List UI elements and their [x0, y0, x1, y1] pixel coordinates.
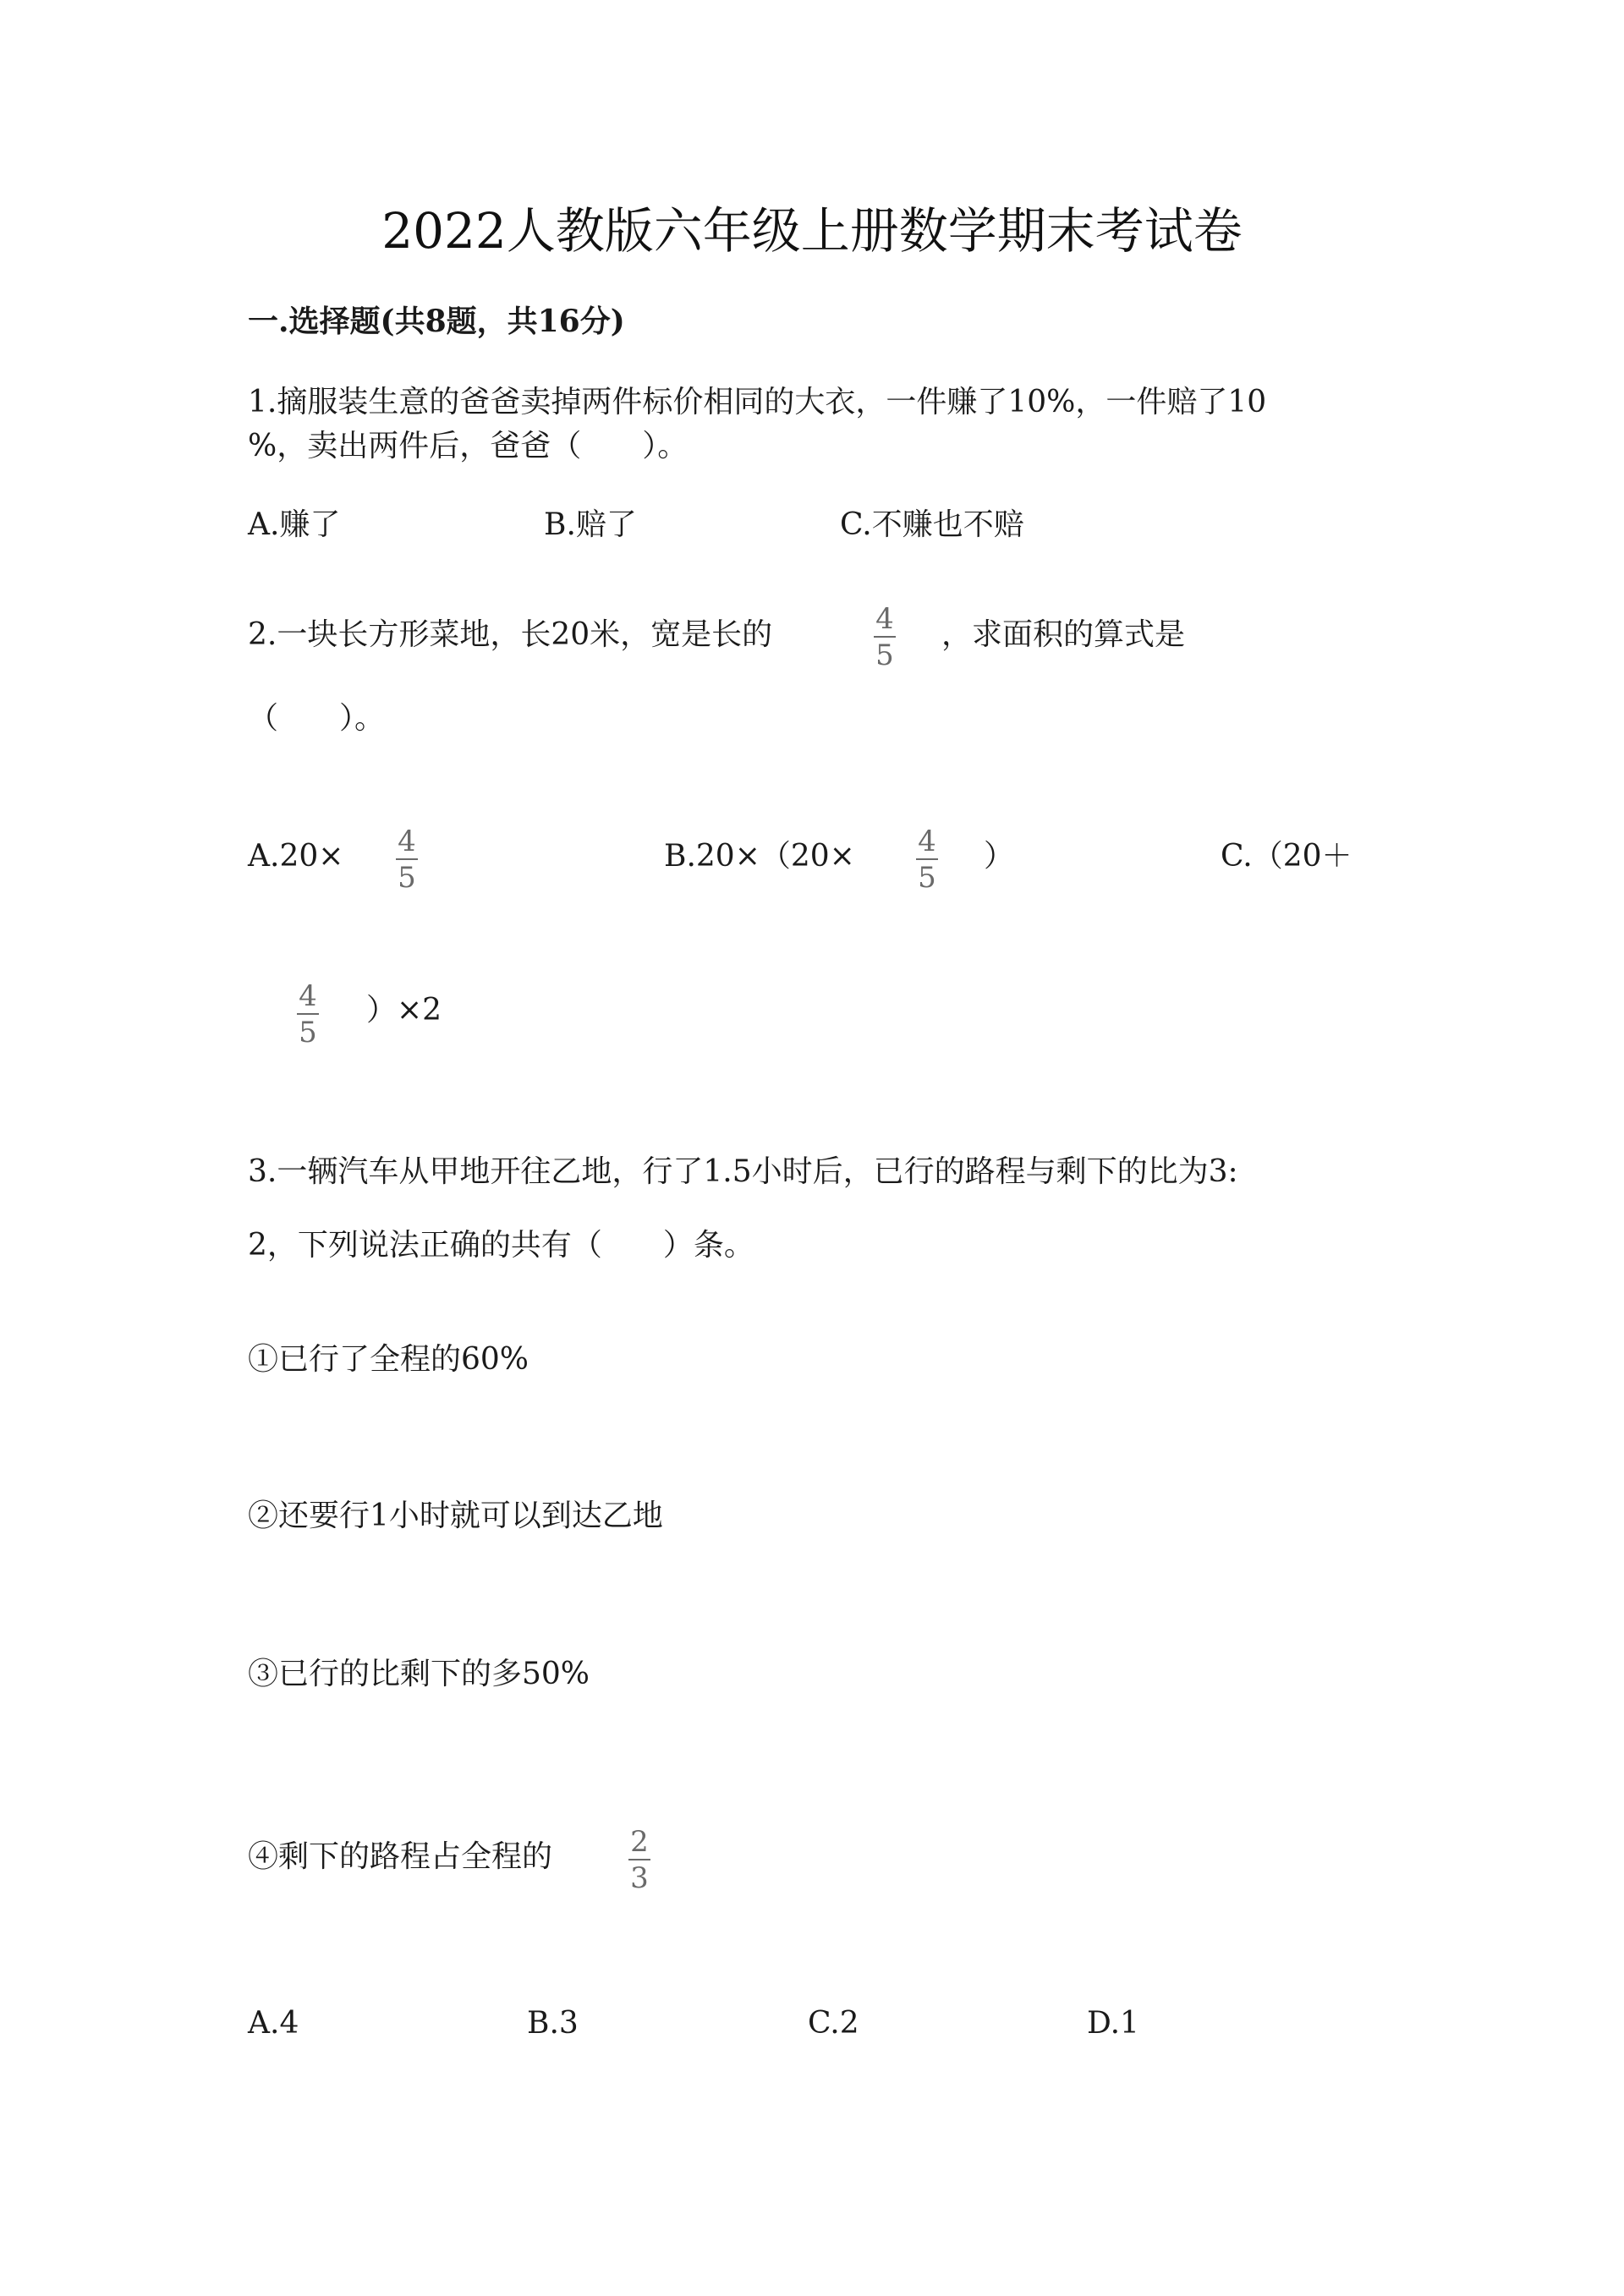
fraction-numerator: 4 — [918, 825, 936, 858]
fraction-bar — [297, 1013, 319, 1015]
question-1-option-c: C.不赚也不赔 — [840, 507, 1024, 542]
question-2-line-1-end: ，求面积的算式是 — [941, 617, 1186, 652]
fraction-numerator: 4 — [875, 602, 894, 636]
question-3-statement-2: ②还要行1小时就可以到达乙地 — [248, 1499, 663, 1533]
question-2-line-2: （ ）。 — [248, 701, 386, 736]
fraction-numerator: 4 — [299, 979, 317, 1013]
question-1-option-b: B.赔了 — [544, 507, 637, 542]
section-heading-choice: 一.选择题(共8题，共16分) — [248, 304, 625, 339]
question-1-line-1: 1.摘服装生意的爸爸卖掉两件标价相同的大衣，一件赚了10%，一件赔了10 — [248, 385, 1267, 419]
fraction-bar — [874, 636, 896, 638]
question-3-line-1: 3.一辆汽车从甲地开往乙地，行了1.5小时后，已行的路程与剩下的比为3: — [248, 1154, 1238, 1189]
fraction-denominator: 5 — [918, 861, 936, 895]
fraction-denominator: 3 — [630, 1861, 649, 1895]
fraction-numerator: 2 — [630, 1825, 649, 1859]
question-1-line-2: %，卖出两件后，爸爸（ ）。 — [248, 429, 689, 463]
fraction-numerator: 4 — [398, 825, 416, 858]
question-2-line-1: 2.一块长方形菜地，长20米，宽是长的 — [248, 617, 773, 652]
question-3-statement-4-fraction — [628, 1827, 650, 1893]
question-3-statement-3: ③已行的比剩下的多50% — [248, 1657, 590, 1691]
fraction-denominator: 5 — [398, 861, 416, 895]
question-3-statement-4: ④剩下的路程占全程的 — [248, 1839, 553, 1874]
question-2-option-c-end: ）×2 — [366, 993, 442, 1027]
question-3-option-d: D.1 — [1087, 2006, 1139, 2041]
question-2-option-a: A.20× — [248, 839, 344, 874]
fraction-denominator: 5 — [875, 638, 894, 672]
question-2-option-b-fraction — [916, 826, 938, 893]
question-2-option-b-end: ） — [984, 839, 1015, 874]
question-2-option-c-fraction — [297, 981, 319, 1048]
page-title: 2022人教版六年级上册数学期末考试卷 — [381, 202, 1243, 260]
question-1-option-a: A.赚了 — [248, 507, 341, 542]
fraction-bar — [916, 858, 938, 860]
question-3-line-2: 2，下列说法正确的共有（ ）条。 — [248, 1228, 754, 1263]
fraction-bar — [396, 858, 418, 860]
fraction-denominator: 5 — [299, 1016, 317, 1049]
question-3-statement-1: ①已行了全程的60% — [248, 1342, 529, 1377]
question-2-fraction — [874, 604, 896, 671]
question-2-option-c: C.（20＋ — [1221, 839, 1352, 874]
question-3-option-c: C.2 — [808, 2006, 859, 2041]
question-2-option-a-fraction — [396, 826, 418, 893]
question-2-option-b: B.20×（20× — [664, 839, 855, 874]
fraction-bar — [628, 1859, 650, 1860]
question-3-option-b: B.3 — [527, 2006, 579, 2041]
question-3-option-a: A.4 — [248, 2006, 299, 2041]
